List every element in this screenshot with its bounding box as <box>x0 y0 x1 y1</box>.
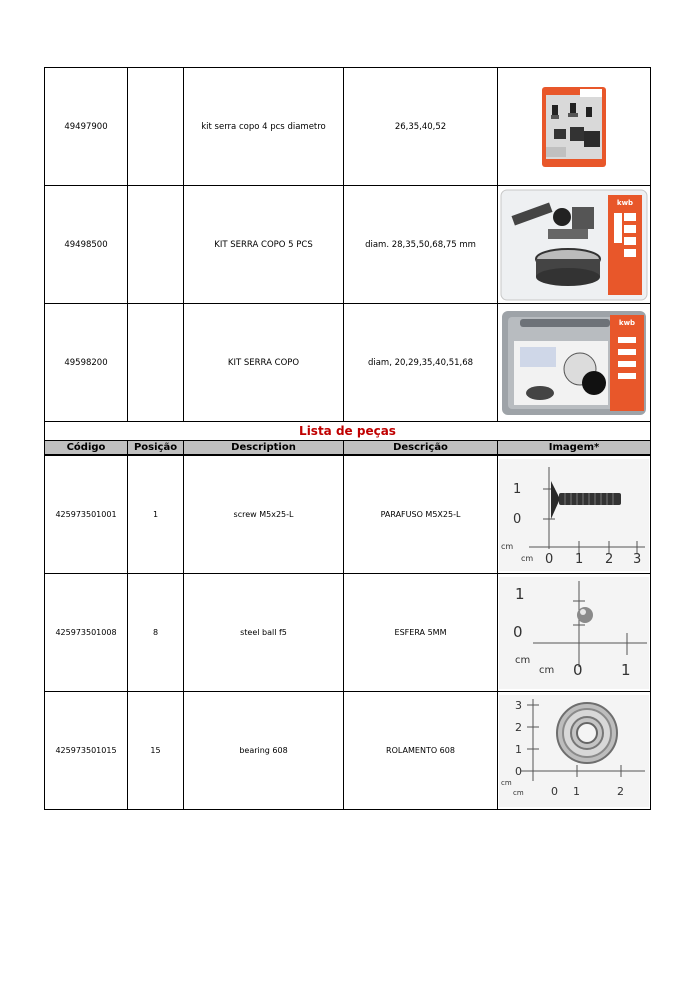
product-code: 49497900 <box>45 68 128 186</box>
part-position: 1 <box>128 455 184 574</box>
part-position: 8 <box>128 574 184 692</box>
header-position: Posição <box>128 441 184 456</box>
product-description: kit serra copo 4 pcs diametro <box>184 68 344 186</box>
product-description: KIT SERRA COPO <box>184 304 344 422</box>
ruler-tick: 0 <box>545 551 554 567</box>
parts-list-title: Lista de peças <box>45 422 651 441</box>
ruler-tick: 1 <box>573 784 580 798</box>
ruler-tick: 1 <box>513 481 522 497</box>
ruler-unit: cm <box>521 553 534 563</box>
ruler-tick: 3 <box>515 698 522 712</box>
ruler-unit: cm <box>501 541 514 551</box>
product-image-cell <box>498 186 651 304</box>
part-description: steel ball f5 <box>184 574 344 692</box>
header-description: Description <box>184 441 344 456</box>
product-row <box>45 68 651 186</box>
part-row <box>45 455 651 574</box>
part-code: 425973501001 <box>45 455 128 574</box>
product-row <box>45 304 651 422</box>
hole-saw-kit-case-image <box>500 307 648 419</box>
parts-list-title-row <box>45 422 651 441</box>
part-position: 15 <box>128 692 184 810</box>
parts-header-row <box>45 441 651 456</box>
product-detail: diam. 28,35,50,68,75 mm <box>344 186 498 304</box>
parts-table <box>44 67 651 810</box>
screw-image <box>499 459 649 571</box>
product-position <box>128 304 184 422</box>
part-description: bearing 608 <box>184 692 344 810</box>
part-descricao: PARAFUSO M5X25-L <box>344 455 498 574</box>
hole-saw-kit-blister-image <box>500 189 648 301</box>
ruler-unit: cm <box>539 664 555 676</box>
part-description: screw M5x25-L <box>184 455 344 574</box>
ruler-tick: 0 <box>515 764 522 778</box>
part-code: 425973501008 <box>45 574 128 692</box>
brand-logo: kwb <box>618 318 636 327</box>
ruler-tick: 3 <box>633 551 642 567</box>
ruler-tick: 1 <box>621 660 631 679</box>
ruler-unit: cm <box>501 778 512 787</box>
product-position <box>128 186 184 304</box>
product-code: 49498500 <box>45 186 128 304</box>
ruler-tick: 2 <box>515 720 522 734</box>
parts-sheet <box>44 67 650 810</box>
ruler-tick: 2 <box>605 551 614 567</box>
part-code: 425973501015 <box>45 692 128 810</box>
brand-logo: kwb <box>616 198 634 207</box>
header-image: Imagem* <box>498 441 651 456</box>
ruler-tick: 1 <box>575 551 584 567</box>
part-image-cell <box>498 455 651 574</box>
product-description: KIT SERRA COPO 5 PCS <box>184 186 344 304</box>
ruler-tick: 2 <box>617 784 624 798</box>
header-descricao: Descrição <box>344 441 498 456</box>
part-image-cell <box>498 574 651 692</box>
product-detail: diam, 20,29,35,40,51,68 <box>344 304 498 422</box>
header-code: Código <box>45 441 128 456</box>
bearing-image <box>499 695 649 807</box>
ruler-tick: 1 <box>515 584 525 603</box>
product-image-cell <box>498 68 651 186</box>
product-row <box>45 186 651 304</box>
ruler-tick: 1 <box>515 742 522 756</box>
part-row <box>45 574 651 692</box>
product-position <box>128 68 184 186</box>
ruler-unit: cm <box>513 788 524 797</box>
part-image-cell <box>498 692 651 810</box>
product-code: 49598200 <box>45 304 128 422</box>
part-row <box>45 692 651 810</box>
part-descricao: ROLAMENTO 608 <box>344 692 498 810</box>
ruler-tick: 0 <box>513 511 522 527</box>
product-detail: 26,35,40,52 <box>344 68 498 186</box>
part-descricao: ESFERA 5MM <box>344 574 498 692</box>
steel-ball-image <box>499 577 649 689</box>
ruler-tick: 0 <box>551 784 558 798</box>
ruler-unit: cm <box>515 654 531 666</box>
ruler-tick: 0 <box>513 622 523 641</box>
product-image-cell <box>498 304 651 422</box>
hole-saw-kit-card-image <box>540 85 608 169</box>
ruler-tick: 0 <box>573 660 583 679</box>
